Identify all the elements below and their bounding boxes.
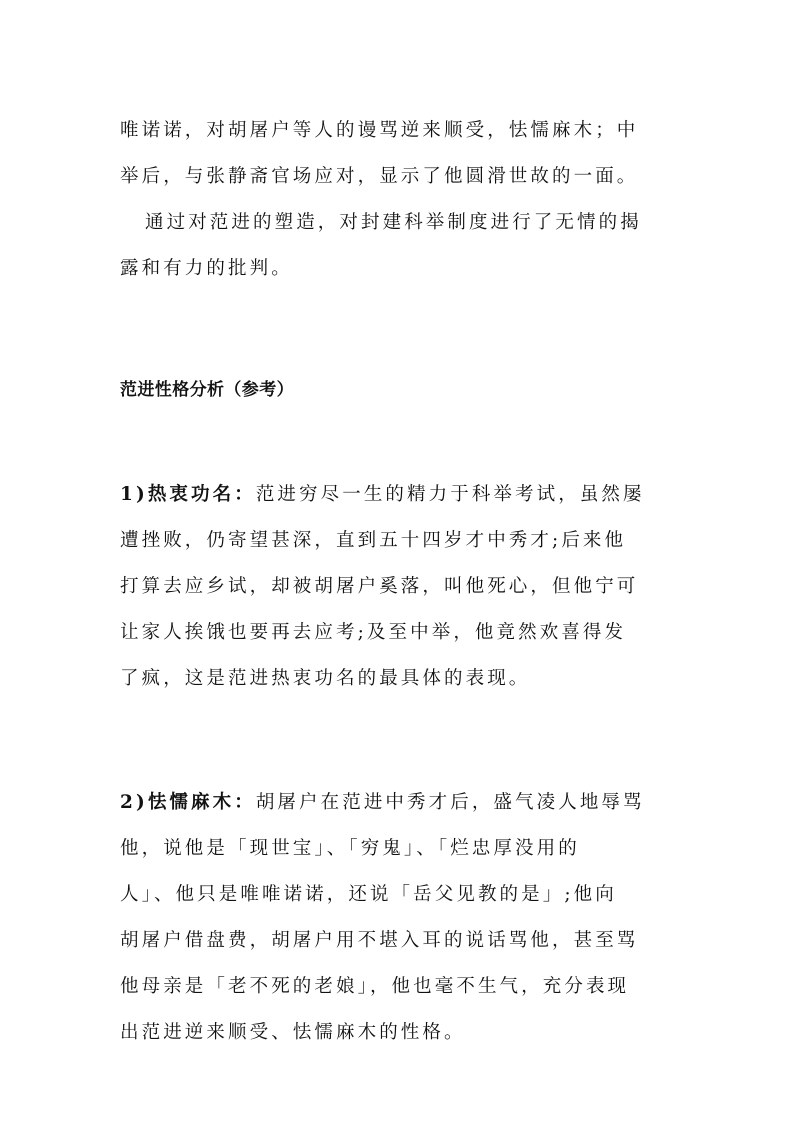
section-2-title: 2)怯懦麻木：	[120, 792, 256, 813]
paragraph-summary: 唯诺诺，对胡屠户等人的谩骂逆来顺受，怯懦麻木；中 举后，与张静斋官场应对，显示了他圆滑世故的一面。	[120, 120, 639, 187]
section-heading: 范进性格分析（参考）	[120, 380, 294, 400]
section-1-title: 1)热衷功名：	[120, 484, 256, 505]
section-2-paragraph	[120, 734, 672, 1056]
section-1-paragraph	[120, 426, 672, 702]
section-1-body: 范进穷尽一生的精力于科举考试，虽然屡 遭挫败，仍寄望甚深，直到五十四岁才中秀才;后来他 打算去应乡试，却被胡屠户奚落，叫他死心，但他宁可 让家人挨饿也要再去应考;及至中举，他竟然欢喜得发 了疯，这是范进热衷功名的最具体的表现。	[120, 484, 645, 689]
paragraph-conclusion: 通过对范进的塑造，对封建科举制度进行了无情的揭 露和有力的批判。	[120, 212, 642, 279]
section-2-body: 胡屠户在范进中秀才后，盛气凌人地辱骂 他，说他是「现世宝」、「穷鬼」、「烂忠厚没用的 人」、他只是唯唯诺诺，还说「岳父见教的是」;他向 胡屠户借盘费，胡屠户用不堪入耳的说话骂他，甚至骂 他母亲是「老不死的老娘」，他也毫不生气，充分表现 出范进逆来顺受、怯懦麻木的性格。	[120, 792, 645, 1043]
